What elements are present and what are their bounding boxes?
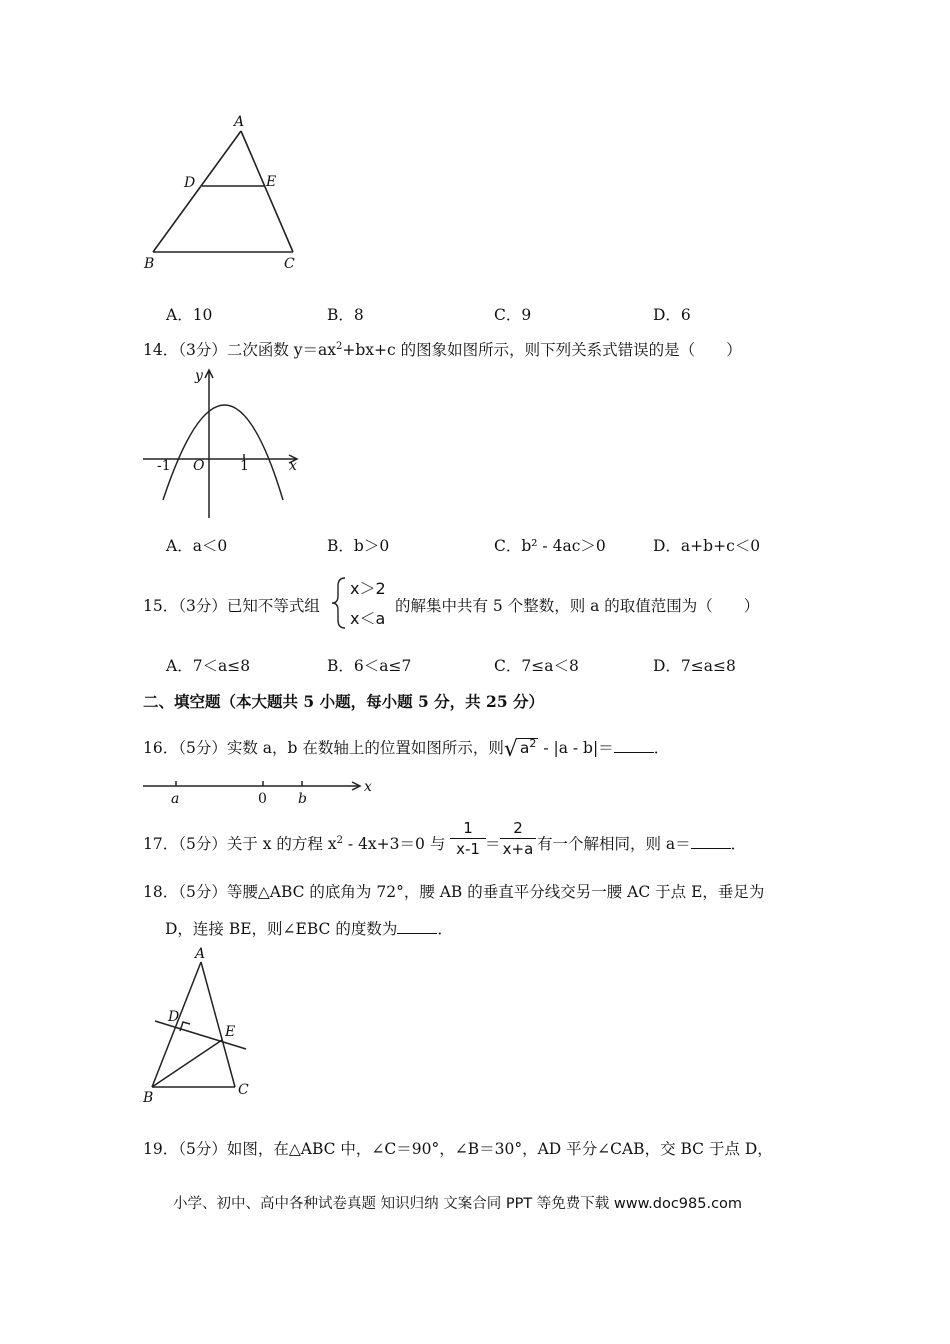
q14-option-b: B．b＞0 (327, 537, 390, 555)
q14-option-a: A．a＜0 (166, 537, 228, 555)
q18-end: ． (437, 920, 453, 938)
fraction-2-denominator: x+a (502, 840, 534, 858)
label-origin: O (193, 458, 205, 474)
q13-option-d: D．6 (653, 306, 691, 324)
label-minus1: -1 (157, 458, 171, 474)
label-d: D (184, 175, 196, 191)
q14-option-c: C．b² - 4ac＞0 (494, 537, 606, 555)
q13-option-a: A．10 (166, 306, 213, 324)
q16-prefix: 16．（5分）实数 a，b 在数轴上的位置如图所示，则 (143, 739, 504, 757)
q15-prefix: 15．（3分）已知不等式组 (143, 597, 320, 615)
label-a: A (195, 946, 206, 962)
label-a: A (234, 114, 245, 130)
q15-suffix: 的解集中共有 5 个整数，则 a 的取值范围为（ ） (395, 597, 760, 615)
label-e: E (225, 1024, 236, 1040)
fraction-1-denominator: x-1 (456, 840, 480, 858)
q16-suffix: - |a - b|＝ (538, 739, 614, 757)
label-x: x (364, 779, 372, 795)
label-b: b (298, 791, 307, 807)
q15-option-d: D．7≤a≤8 (653, 657, 736, 675)
label-one: 1 (240, 458, 249, 474)
q15-option-a: A．7＜a≤8 (166, 657, 251, 675)
footer-text: 小学、初中、高中各种试卷真题 知识归纳 文案合同 PPT 等免费下载 www.doc985.com (173, 1196, 743, 1212)
q16-end: ． (653, 739, 670, 757)
section-heading: 二、填空题（本大题共 5 小题，每小题 5 分，共 25 分） (143, 692, 545, 711)
q18-line2-text: D，连接 BE，则∠EBC 的度数为 (165, 920, 398, 938)
label-x: x (289, 458, 297, 474)
q15-option-b: B．6＜a≤7 (327, 657, 412, 675)
label-y: y (195, 368, 203, 384)
q16-radicand: $a^2$ (519, 736, 537, 757)
q14-option-d: D．a+b+c＜0 (653, 537, 761, 555)
label-c: C (284, 256, 295, 272)
label-b: B (143, 1090, 154, 1106)
q15-option-c: C．7≤a＜8 (494, 657, 579, 675)
q15-ineq2: x＜a (350, 609, 386, 628)
q14-suffix: +bx+c 的图象如图所示，则下列关系式错误的是（ ） (342, 341, 742, 359)
fraction-2-numerator: 2 (500, 818, 536, 839)
q13-option-b: B．8 (327, 306, 364, 324)
label-d: D (168, 1009, 180, 1025)
label-a: a (171, 791, 180, 807)
segment-be (152, 1040, 222, 1087)
label-c: C (238, 1082, 249, 1098)
q17-sup: 2 (336, 834, 343, 846)
q15-ineq1: x＞2 (350, 579, 386, 598)
q17-equals: ＝ (485, 835, 501, 853)
q13-option-c: C．9 (494, 306, 532, 324)
q17-prefix: 17．（5分）关于 x 的方程 x (143, 835, 337, 853)
label-b: B (144, 256, 155, 272)
fraction-1-numerator: 1 (450, 818, 486, 839)
q14-prefix: 14．（3分）二次函数 y＝ax (143, 341, 337, 359)
q17-suffix: 有一个解相同，则 a＝ (537, 835, 691, 853)
q17-mid: - 4x+3＝0 与 (342, 835, 446, 853)
q18-line1: 18．（5分）等腰△ABC 的底角为 72°，腰 AB 的垂直平分线交另一腰 AC 于点 E，垂足为 (143, 883, 765, 901)
q19-text: 19．（5分）如图，在△ABC 中，∠C＝90°，∠B＝30°，AD 平分∠CAB，交 BC 于点 D， (143, 1140, 773, 1158)
q17-end: ． (730, 835, 747, 853)
label-e: E (266, 174, 277, 190)
q14-sup: 2 (336, 340, 343, 352)
sqrt-icon: √ (503, 737, 518, 762)
label-zero: 0 (258, 791, 267, 807)
